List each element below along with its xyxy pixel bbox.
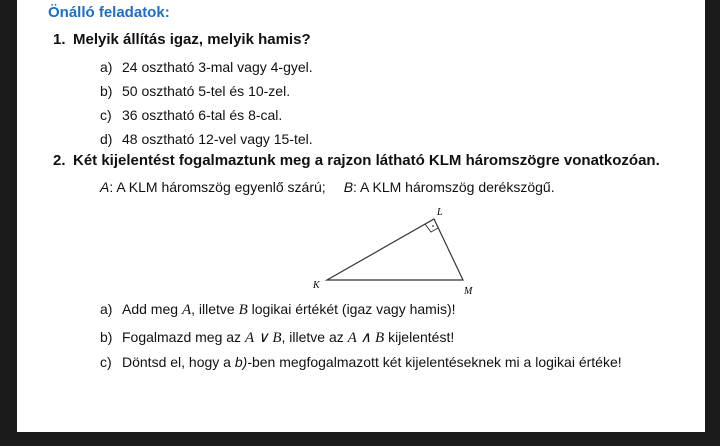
section-heading: Önálló feladatok:	[48, 4, 170, 21]
q2-item-b-text-2: , illetve az	[281, 329, 348, 345]
q1-item-a	[100, 59, 313, 75]
q1-item-c-text: 36 osztható 6-tal és 8-cal.	[122, 107, 283, 123]
question-2	[53, 152, 693, 172]
q2-item-b-math-or: A ∨ B	[244, 330, 282, 346]
q2-item-b-text-1: Fogalmazd meg az	[122, 329, 245, 345]
right-angle-marker-icon	[425, 224, 438, 232]
q2-item-a-text-3: logikai értékét (igaz vagy hamis)!	[247, 301, 456, 317]
q2-item-a-math-b: B	[238, 302, 248, 318]
statement-b-text: : A KLM háromszög derékszögű.	[353, 179, 555, 195]
statement-a-letter: A	[100, 179, 110, 195]
q2-item-a	[100, 301, 456, 319]
statements-line	[100, 179, 555, 195]
q2-item-b-label: b)	[100, 329, 113, 345]
q1-item-b-label: b)	[100, 83, 113, 99]
question-2-text: Két kijelentést fogalmaztunk meg a rajzon látható KLM háromszögre vonatkozóan.	[73, 152, 660, 169]
q2-item-b	[100, 328, 454, 347]
q2-item-c-text-1: Döntsd el, hogy a	[122, 354, 235, 370]
q2-item-a-math-a: A	[181, 302, 192, 318]
q2-item-a-text-2: , illetve	[191, 301, 239, 317]
q1-item-c-label: c)	[100, 107, 112, 123]
q2-item-a-text-1: Add meg	[122, 301, 182, 317]
q1-item-c	[100, 107, 282, 123]
q2-item-c-ref: b)	[234, 354, 248, 370]
triangle-klm-figure	[307, 202, 487, 300]
q1-item-d	[100, 131, 313, 147]
vertex-label-m: M	[464, 286, 473, 297]
statement-b-letter: B	[343, 179, 354, 195]
right-angle-dot-icon	[432, 225, 434, 227]
q2-item-c-text-2: -ben megfogalmazott két kijelentéseknek mi a logikai értéke!	[247, 354, 622, 370]
question-1-number: 1.	[53, 31, 66, 48]
q1-item-b-text: 50 osztható 5-tel és 10-zel.	[122, 83, 291, 99]
q2-item-c	[100, 354, 622, 370]
q1-item-d-text: 48 osztható 12-vel vagy 15-tel.	[122, 131, 313, 147]
q1-item-a-text: 24 osztható 3-mal vagy 4-gyel.	[122, 59, 313, 75]
q2-item-c-label: c)	[100, 354, 112, 370]
q1-item-a-label: a)	[100, 59, 113, 75]
q1-item-d-label: d)	[100, 131, 113, 147]
question-1-text: Melyik állítás igaz, melyik hamis?	[73, 31, 311, 48]
vertex-label-k: K	[313, 280, 320, 291]
question-2-number: 2.	[53, 152, 66, 169]
viewer-bottom-border	[0, 432, 720, 446]
statement-a-text: : A KLM háromszög egyenlő szárú;	[109, 179, 326, 195]
q2-item-b-math-and: A ∧ B	[347, 330, 385, 346]
question-1	[53, 31, 653, 51]
q1-item-b	[100, 83, 290, 99]
document-page	[17, 0, 705, 432]
q2-item-b-text-3: kijelentést!	[384, 329, 455, 345]
triangle-klm-shape	[327, 219, 463, 280]
vertex-label-l: L	[437, 207, 443, 218]
q2-item-a-label: a)	[100, 301, 113, 317]
